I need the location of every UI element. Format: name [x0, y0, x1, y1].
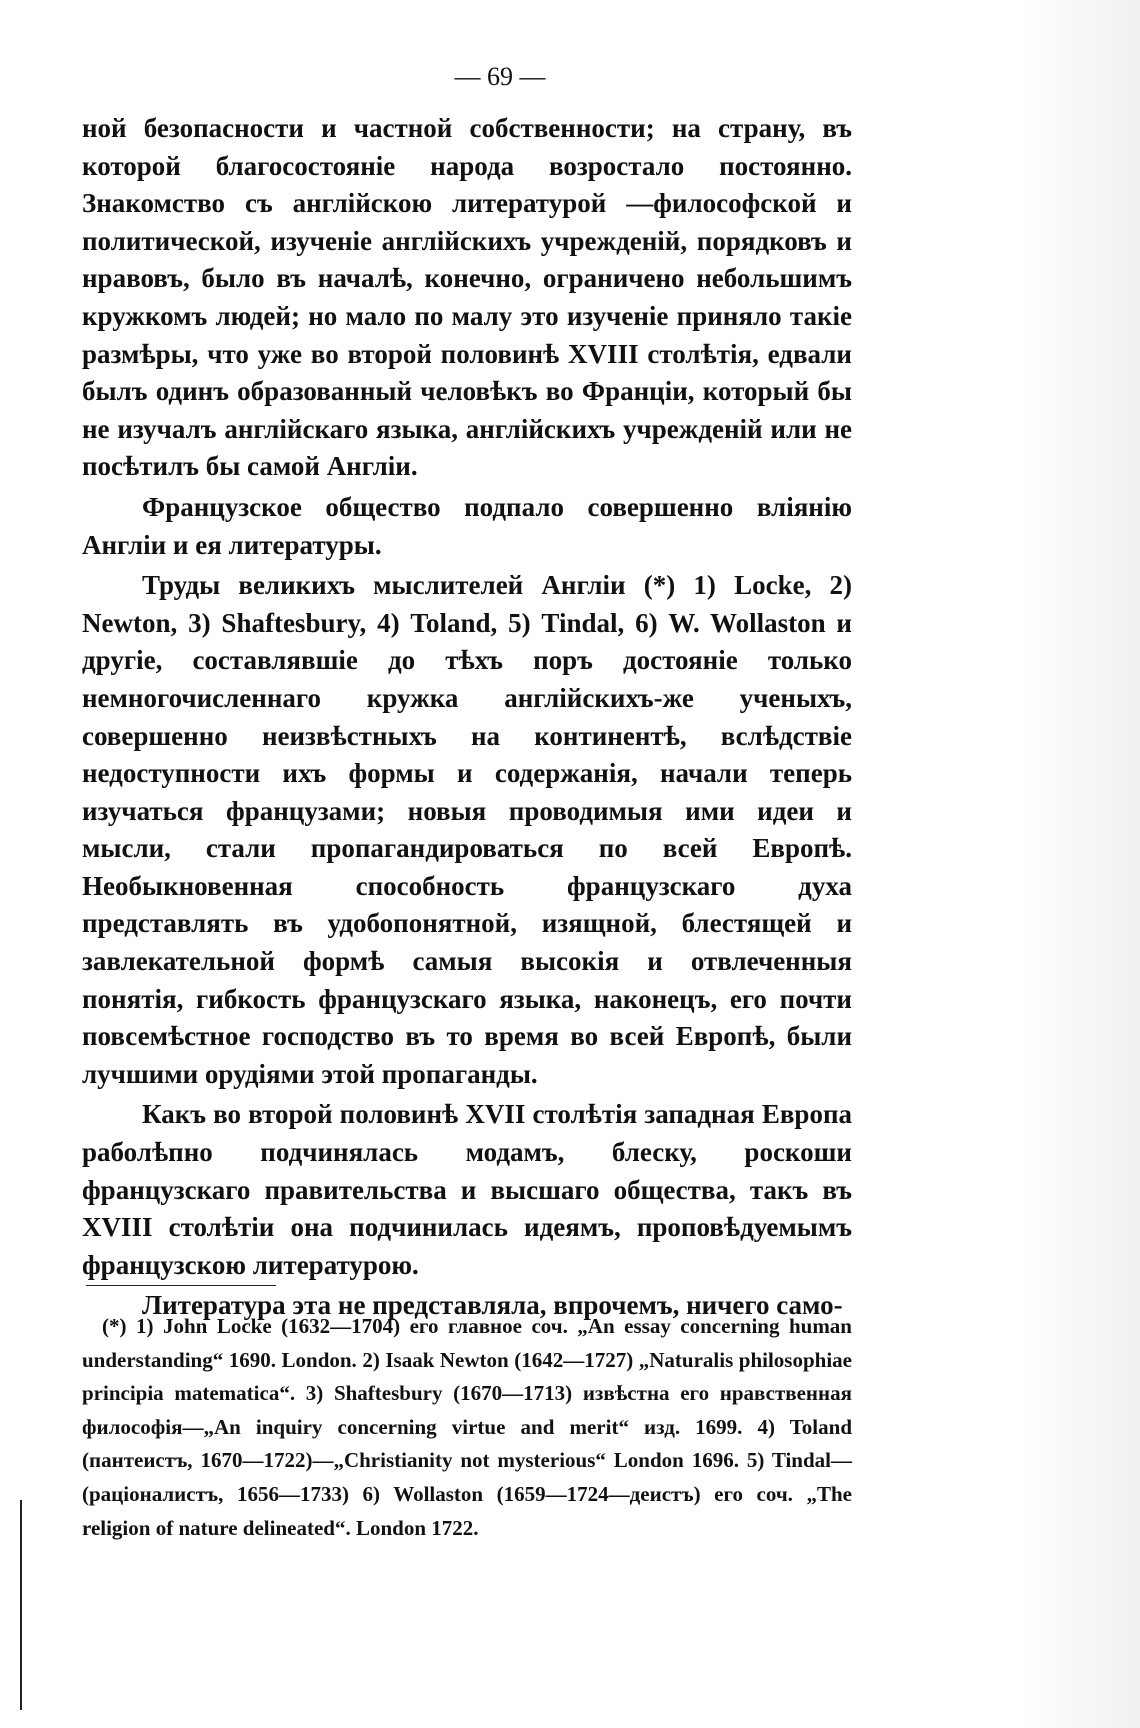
paragraph-french-society: Французское общество подпало совершенно вліянію Англіи и ея литературы. — [82, 491, 852, 560]
body-text — [82, 110, 852, 1325]
paragraph-continuation: ной безопасности и частной собственности; на страну, въ которой благосостояніе народа возростало постоянно. Знакомство съ англійскою литературой —философской и политической, изученіе англійскихъ учрежденій, порядковъ и нравовъ, было въ началѣ, конечно, ограничено небольшимъ кружкомъ людей; но мало по малу это изученіе приняло такіе размѣры, что уже во второй половинѣ XVIII столѣтія, едвали былъ одинъ образованный человѣкъ во Франціи, который бы не изучалъ англійскаго языка, англійскихъ учрежденій или не посѣтилъ бы самой Англіи. — [82, 113, 852, 482]
scan-artifact-line — [20, 1500, 22, 1710]
footnote — [82, 1310, 852, 1545]
paragraph-english-thinkers: Труды великихъ мыслителей Англіи (*) 1) Locke, 2) Newton, 3) Shaftesbury, 4) Toland, 5) Tindal, 6) W. Wollaston и другіе, составлявшіе до тѣхъ поръ достояніе только немногочисленнаго кружка англійскихъ-же ученыхъ, совершенно неизвѣстныхъ на континентѣ, вслѣдствіе недоступности ихъ формы и содержанія, начали теперь изучаться французами; новыя проводимыя ими идеи и мысли, стали пропагандироваться по всей Европѣ. Необыкновенная способность французскаго духа представлять въ удобопонятной, изящной, блестящей и завлекательной формѣ самыя высокія и отвлеченныя понятія, гибкость французскаго языка, наконецъ, его почти повсемѣстное господство въ то время во всей Европѣ, были лучшими орудіями этой пропаганды. — [82, 570, 852, 1089]
paragraph-western-europe: Какъ во второй половинѣ XVII столѣтія западная Европа раболѣпно подчинялась модамъ, блеску, роскоши французскаго правительства и высшаго общества, такъ въ XVIII столѣтіи она подчинилась идеямъ, проповѣдуемымъ французскою литературою. — [82, 1099, 852, 1280]
page-edge-shadow — [1020, 0, 1140, 1728]
paragraph-literature: Литература эта не представляла, впрочемъ, ничего само- — [142, 1290, 843, 1321]
footnote-text: (*) 1) John Locke (1632—1704) его главное соч. „An essay concerning human understanding“ 1690. London. 2) Isaak Newton (1642—1727) „Naturalis philosophiae principia matematica“. 3) Shaftesbury (1670—1713) извѣстна его нравственная философія—„An inquiry concerning virtue and merit“ изд. 1699. 4) Toland (пантеистъ, 1670—1722)—„Christianity not mysterious“ London 1696. 5) Tindal—(раціоналистъ, 1656—1733) 6) Wollaston (1659—1724—деистъ) его соч. „The religion of nature delineated“. London 1722. — [82, 1314, 852, 1540]
page-number: — 69 — — [454, 62, 546, 91]
footnote-divider — [86, 1285, 276, 1286]
